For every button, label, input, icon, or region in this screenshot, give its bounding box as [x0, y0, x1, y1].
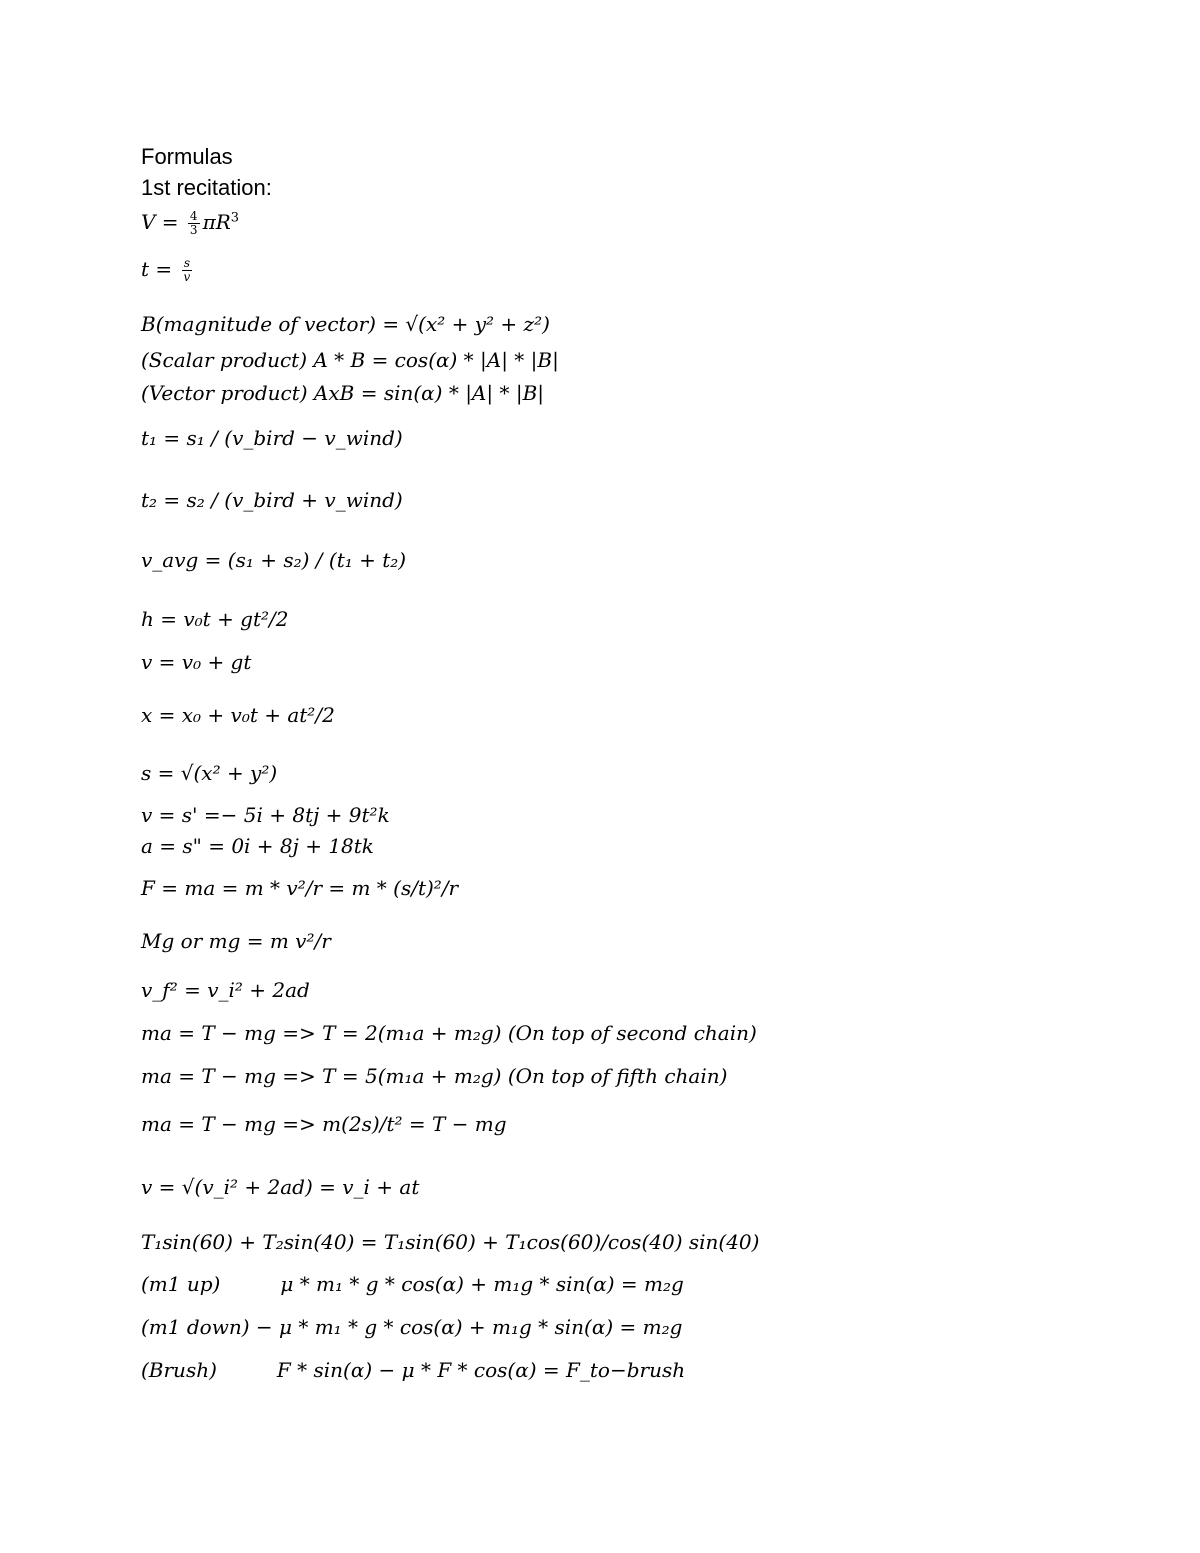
- formula-mg: Mg or mg = m v²/r: [141, 929, 331, 953]
- formula-velocity: v = v₀ + gt: [141, 650, 252, 674]
- formula-chain-s: ma = T − mg => m(2s)/t² = T − mg: [141, 1112, 507, 1136]
- formula-time: t = $\frac{s}{v}$: [141, 256, 191, 285]
- formula-position: x = x₀ + v₀t + at²/2: [141, 703, 335, 727]
- formula-volume: V = $\frac{4}{3}$ $\pi R^3$: [141, 209, 240, 238]
- formula-force: F = ma = m * v²/r = m * (s/t)²/r: [141, 876, 459, 900]
- formula-vf: v_f² = v_i² + 2ad: [141, 978, 310, 1002]
- formula-m1-down: (m1 down) − μ * m₁ * g * cos(α) + m₁g * sin(α) = m₂g: [141, 1315, 683, 1339]
- formula-s-magnitude: s = √(x² + y²): [141, 761, 278, 785]
- formula-chain-fifth: ma = T − mg => T = 5(m₁a + m₂g) (On top of fifth chain): [141, 1064, 728, 1088]
- formula-brush: (Brush) F * sin(α) − μ * F * cos(α) = F_to−brush: [141, 1358, 686, 1382]
- formula-height: h = v₀t + gt²/2: [141, 607, 289, 631]
- formula-tension: T₁sin(60) + T₂sin(40) = T₁sin(60) + T₁cos(60)/cos(40) sin(40): [141, 1230, 760, 1254]
- formula-vector-product: (Vector product) AxB = sin(α) * |A| * |B|: [141, 381, 544, 405]
- formula-t1: t₁ = s₁ / (v_bird − v_wind): [141, 426, 403, 450]
- page-title: Formulas: [141, 144, 233, 169]
- section-heading: 1st recitation:: [141, 175, 272, 200]
- formula-vavg: v_avg = (s₁ + s₂) / (t₁ + t₂): [141, 548, 407, 572]
- formula-v-root: v = √(v_i² + 2ad) = v_i + at: [141, 1175, 420, 1199]
- formula-chain-second: ma = T − mg => T = 2(m₁a + m₂g) (On top of second chain): [141, 1021, 757, 1045]
- formula-t2: t₂ = s₂ / (v_bird + v_wind): [141, 488, 403, 512]
- formula-v-derivative: v = s' =− 5i + 8tj + 9t²k: [141, 803, 390, 827]
- formula-magnitude: B(magnitude of vector) = √(x² + y² + z²): [141, 312, 550, 336]
- formula-m1-up: (m1 up) μ * m₁ * g * cos(α) + m₁g * sin(α) = m₂g: [141, 1272, 684, 1296]
- formula-scalar-product: (Scalar product) A * B = cos(α) * |A| * |B|: [141, 348, 559, 372]
- formula-a-derivative: a = s" = 0i + 8j + 18tk: [141, 834, 374, 858]
